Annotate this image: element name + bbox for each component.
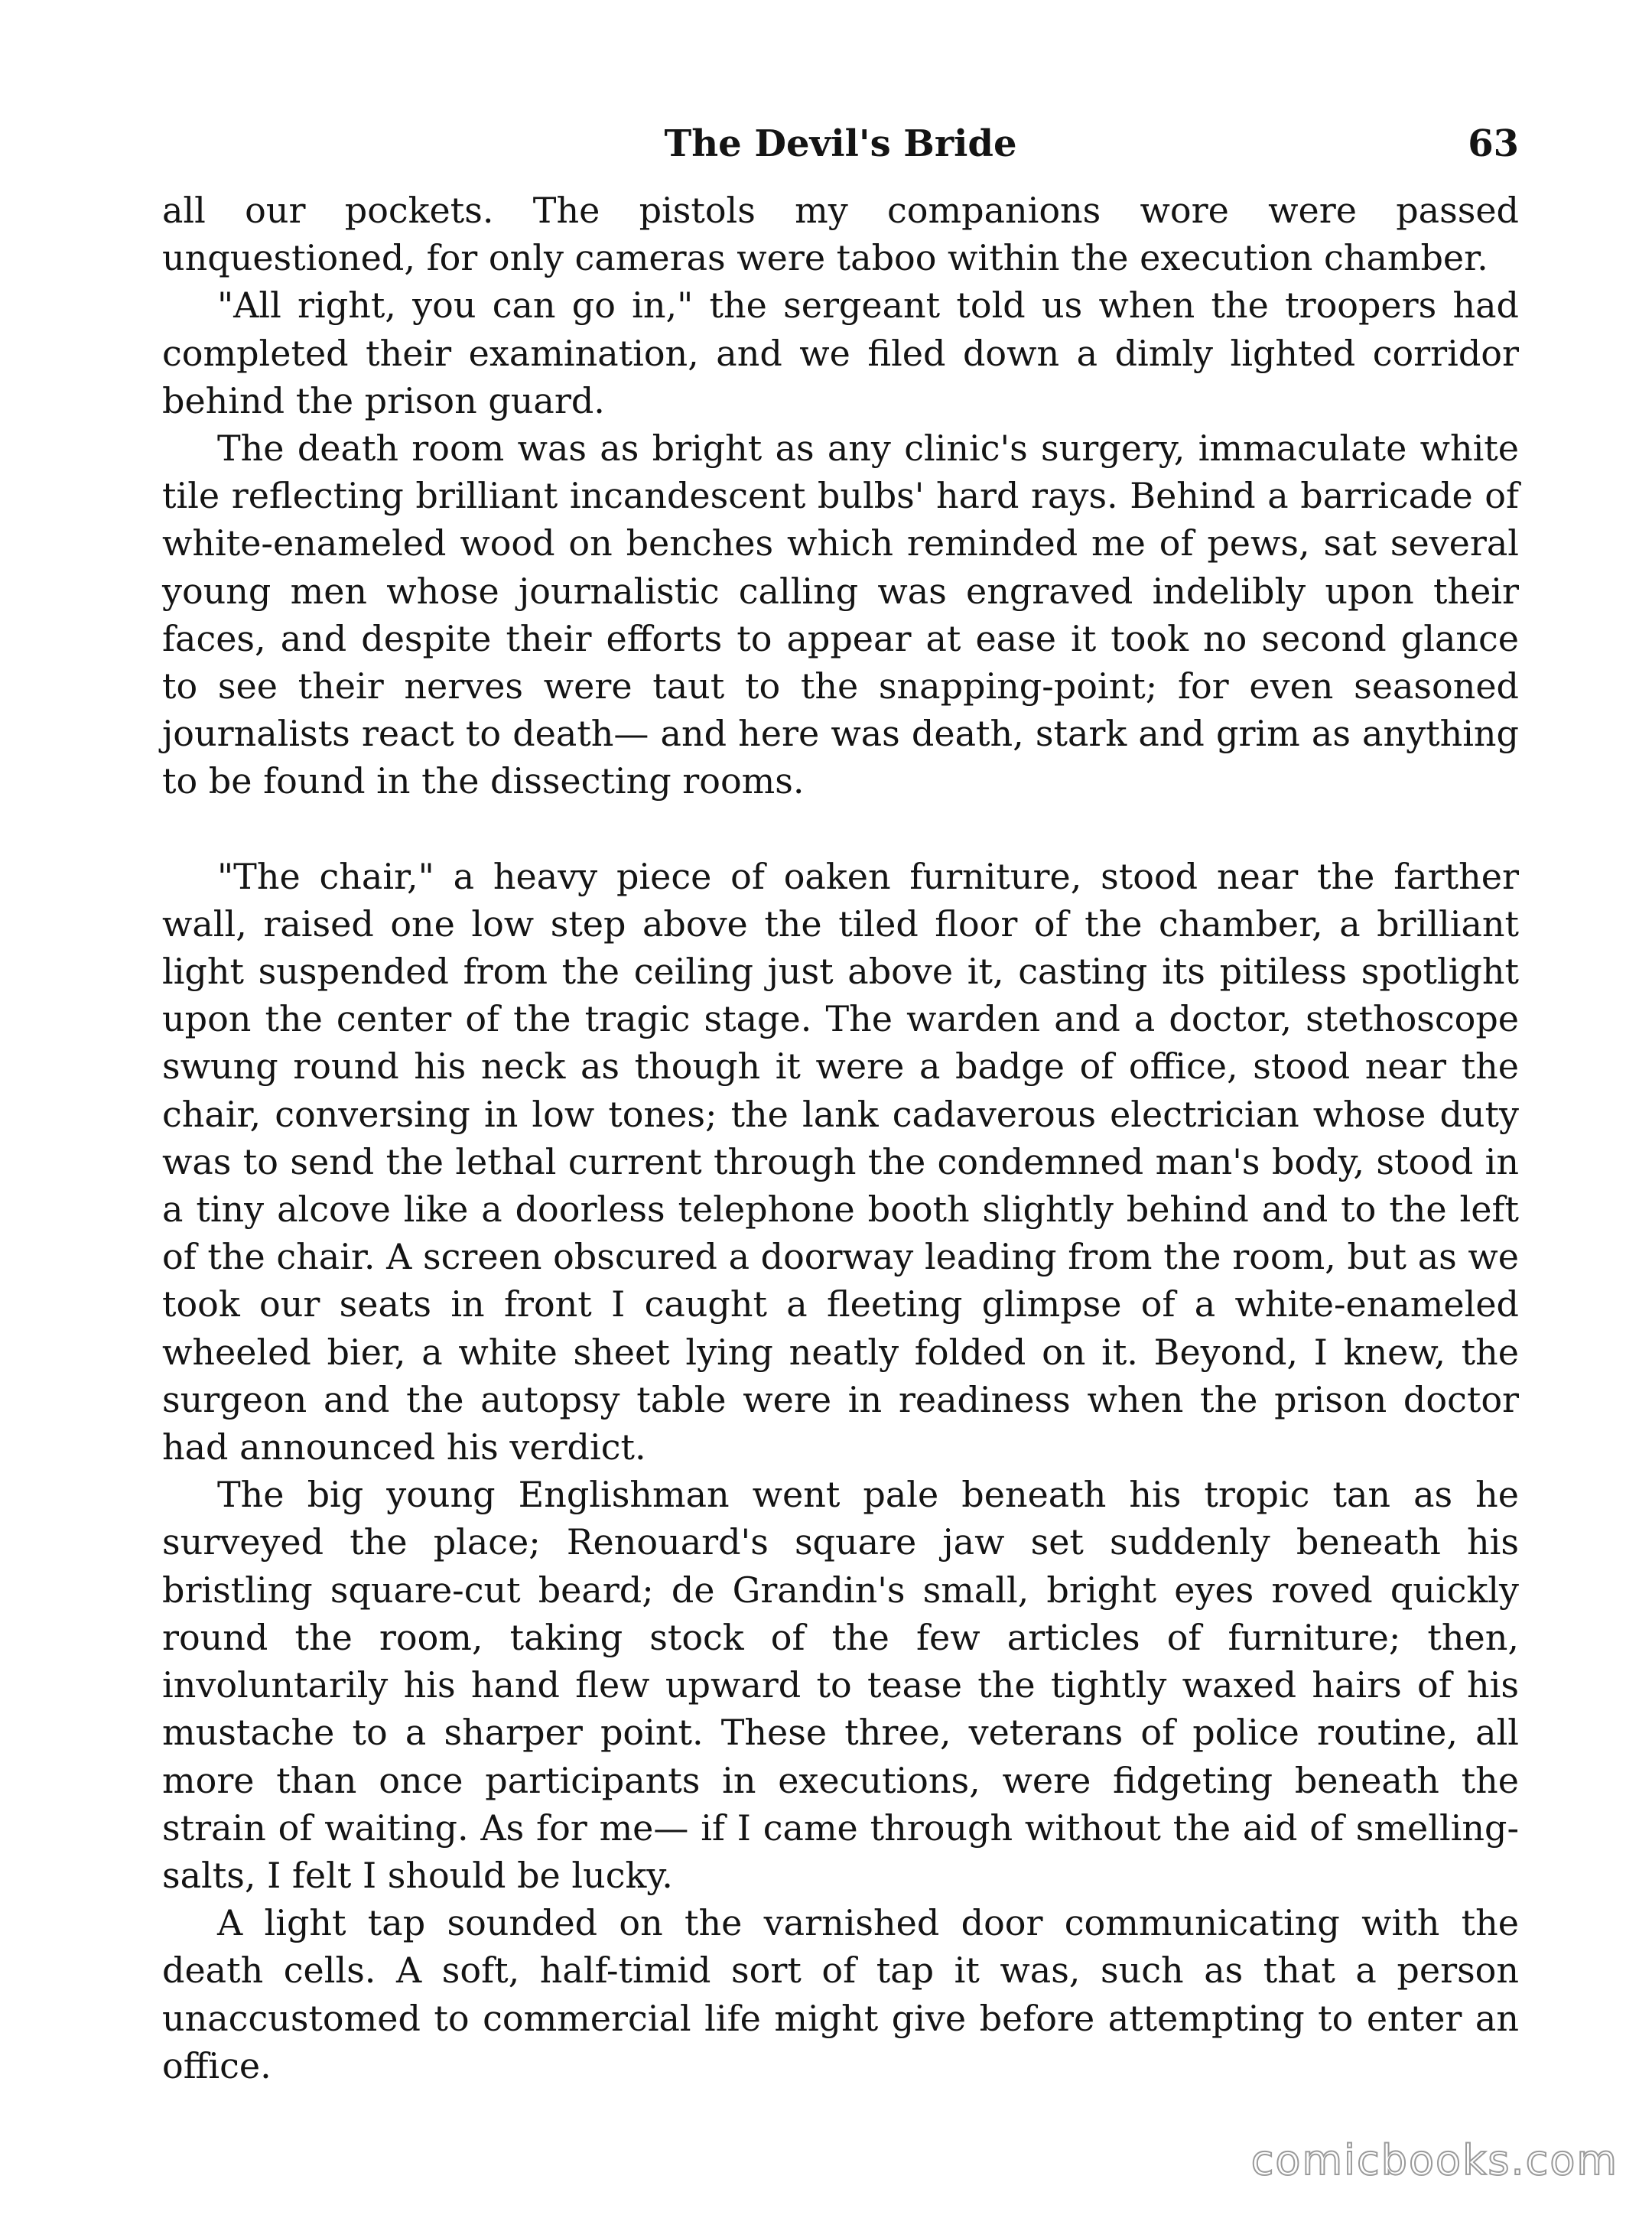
paragraph-continuation: all our pockets. The pistols my companions wore were passed unquestioned, for only cameras were taboo within the execution chamber. <box>162 190 1519 279</box>
paragraph: "The chair," a heavy piece of oaken furniture, stood near the farther wall, raised one low step above the tiled floor of the chamber, a brilliant light suspended from the ceiling just above it, casting its pitiless spotlight upon the center of the tragic stage. The warden and a doctor, stethoscope swung round his neck as though it were a badge of office, stood near the chair, conversing in low tones; the lank cadaverous electrician whose duty was to send the lethal current through the condemned man's body, stood in a tiny alcove like a doorless telephone booth slightly behind and to the left of the chair. A screen obscured a doorway leading from the room, but as we took our seats in front I caught a fleeting glimpse of a white-enameled wheeled bier, a white sheet lying neatly folded on it. Beyond, I knew, the surgeon and the autopsy table were in readiness when the prison doctor had announced his verdict. <box>162 855 1519 1468</box>
page-number: 63 <box>1468 122 1519 165</box>
paragraph: "All right, you can go in," the sergeant told us when the troopers had completed their examination, and we filed down a dimly lighted corridor behind the prison guard. <box>162 285 1519 421</box>
paragraph: A light tap sounded on the varnished door communicating with the death cells. A soft, half-timid sort of tap it was, such as that a person unaccustomed to commercial life might give before attempting to enter an office. <box>162 1902 1519 2086</box>
paragraph: The big young Englishman went pale beneath his tropic tan as he surveyed the place; Renouard's square jaw set suddenly beneath his bristling square-cut beard; de Grandin's small, bright eyes roved quickly round the room, taking stock of the few articles of furniture; then, involuntarily his hand flew upward to tease the tightly waxed hairs of his mustache to a sharper point. These three, veterans of police routine, all more than once participants in executions, were fidgeting beneath the strain of waiting. As for me— if I came through without the aid of smelling-salts, I felt I should be lucky. <box>162 1474 1519 1896</box>
body-text <box>162 187 1519 2099</box>
watermark: comicbooks.com <box>1250 2136 1618 2184</box>
running-head <box>162 116 1519 177</box>
paragraph: The death room was as bright as any clinic's surgery, immaculate white tile reflecting brilliant incandescent bulbs' hard rays. Behind a barricade of white-enameled wood on benches which reminded me of pews, sat several young men whose journalistic calling was engraved indelibly upon their faces, and despite their efforts to appear at ease it took no second glance to see their nerves were taut to the snapping-point; for even seasoned journalists react to death— and here was death, stark and grim as anything to be found in the dissecting rooms. <box>162 428 1519 802</box>
running-title: The Devil's Bride <box>664 122 1017 165</box>
